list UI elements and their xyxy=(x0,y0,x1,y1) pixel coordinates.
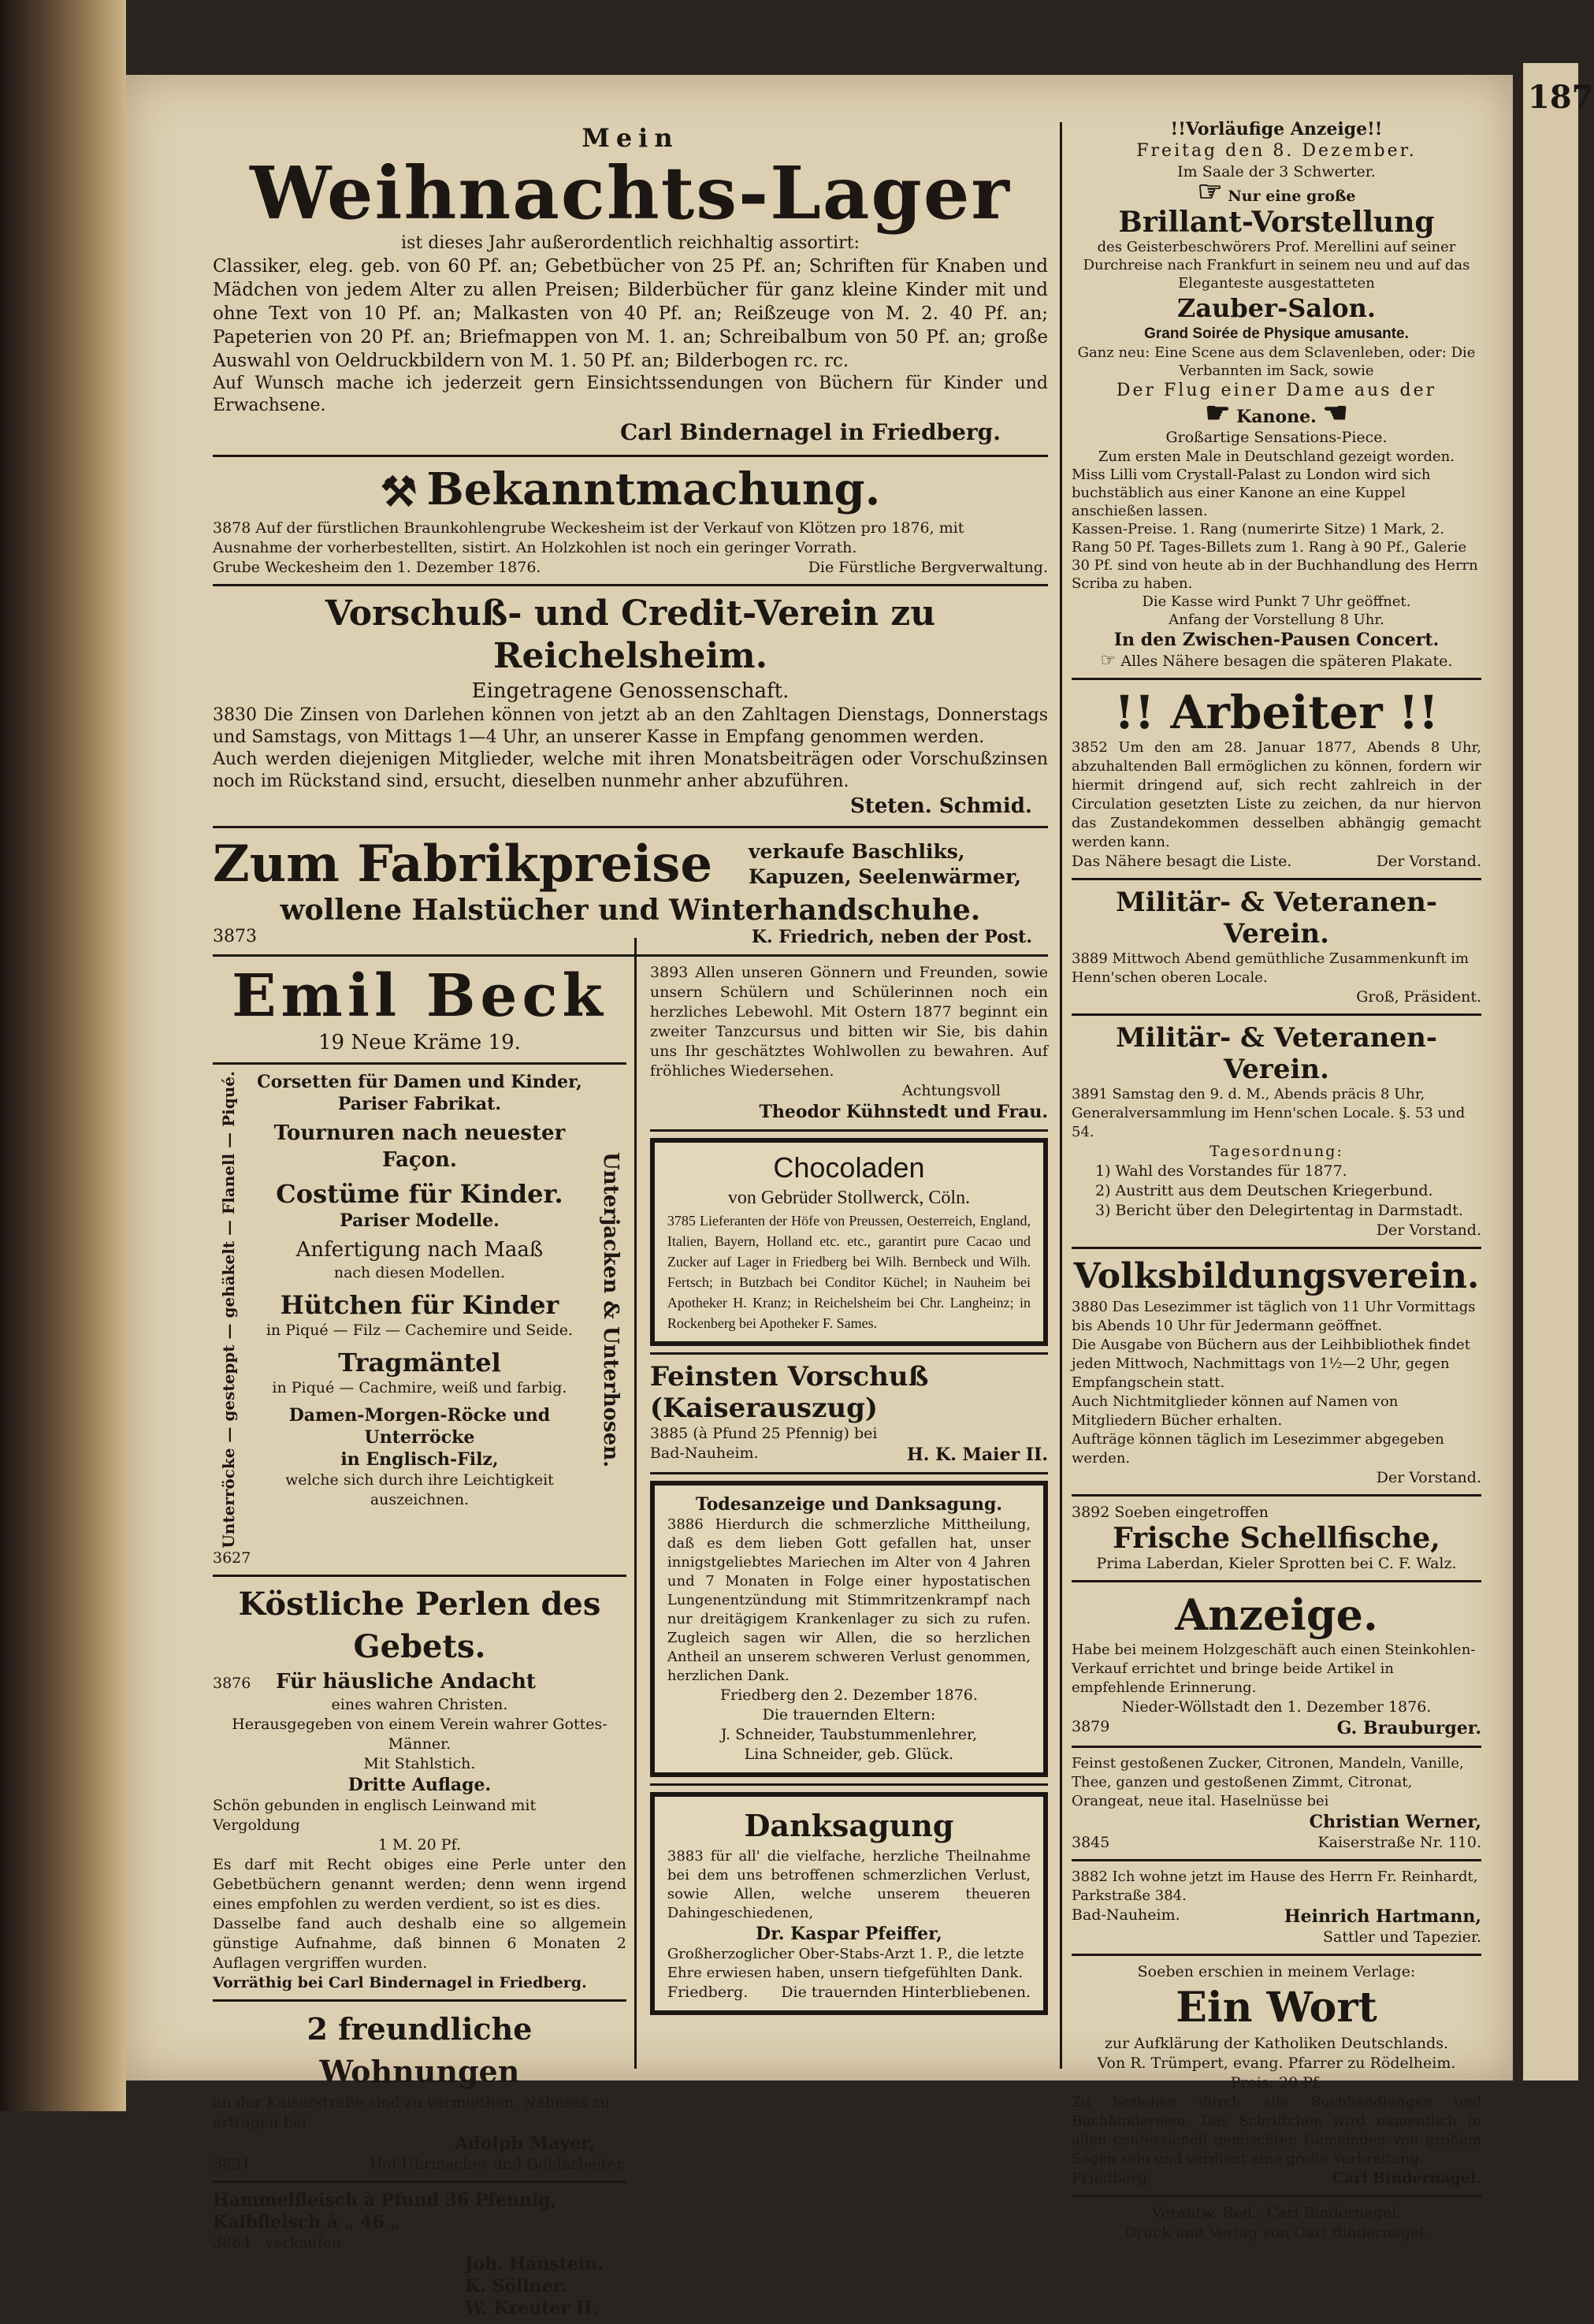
anzeige-place: Nieder-Wöllstadt den 1. Dezember 1876. xyxy=(1121,1698,1432,1716)
rule xyxy=(1072,1247,1481,1249)
hartmann-role: Sattler und Tapezier. xyxy=(1322,1928,1481,1946)
beck-l8: Hütchen für Kinder xyxy=(280,1290,559,1321)
vorl-text6: Die Kasse wird Punkt 7 Uhr geöffnet. xyxy=(1142,593,1411,610)
ad-danksagung xyxy=(650,1792,1048,2015)
ad-bekanntmachung xyxy=(213,463,1048,578)
einwort-text1: zur Aufklärung der Katholiken Deutschlands. xyxy=(1104,2035,1449,2052)
vorschuss-title: Vorschuß- und Credit-Verein zu Reichelsheim. xyxy=(325,593,936,677)
imprint xyxy=(1072,2203,1481,2243)
vorl-only: Nur eine große xyxy=(1228,188,1356,205)
anzeige-number: 3879 xyxy=(1072,1718,1110,1735)
imprint-l1: Verantw. Red.: Carl Bindernagel. xyxy=(1151,2204,1402,2222)
rule xyxy=(213,584,1048,586)
rule xyxy=(213,2181,626,2183)
beck-l4: Costüme für Kinder. xyxy=(276,1179,563,1210)
militaer2-signature: Der Vorstand. xyxy=(1376,1221,1481,1239)
bekanntmachung-signature: Die Fürstliche Bergverwaltung. xyxy=(808,559,1048,577)
fleisch-n3: W. Kreuter II. xyxy=(465,2297,598,2318)
vorl-date: Freitag den 8. Dezember. xyxy=(1136,141,1417,161)
fleisch-n1: Joh. Hanstein. xyxy=(465,2253,604,2274)
volksbildung-text3: Auch Nichtmitglieder können auf Namen von Mitgliedern Bücher erhalten. xyxy=(1072,1393,1399,1429)
volksbildung-text4: Aufträge können täglich im Lesezimmer abgegeben werden. xyxy=(1072,1431,1444,1467)
beck-l2: Pariser Fabrikat. xyxy=(337,1094,501,1115)
volksbildung-text2: Die Ausgabe von Büchern aus der Leihbibliothek findet jeden Mittwoch, Nachmittags von 1½—2 Uhr, gegen Empfangschein statt. xyxy=(1072,1337,1470,1391)
rule xyxy=(213,826,1048,828)
fleisch-n2: K. Söllner. xyxy=(465,2275,567,2296)
vorschuss2-signature: H. K. Maier II. xyxy=(907,1445,1048,1466)
hartmann-place: Bad-Nauheim. xyxy=(1072,1906,1180,1924)
danksagung-name: Dr. Kaspar Pfeiffer, xyxy=(756,1924,942,1945)
einwort-text3: Zu beziehen durch alle Buchhandlungen und Buchbindereien. Das Schriftchen wird namentlich in allen confessionell gemischten Gemeinden von großem Segen sein und verdient eine große Verbreitung. xyxy=(1072,2094,1481,2167)
beck-l3: Tournuren nach neuester Façon. xyxy=(273,1121,566,1173)
chocoladen-subtitle: von Gebrüder Stollwerck, Cöln. xyxy=(727,1188,971,1209)
beck-l13: in Englisch-Filz, xyxy=(340,1449,499,1471)
book-spine xyxy=(0,0,126,2111)
pointing-hand-icon: ☚ xyxy=(1322,396,1348,429)
chocoladen-text: 3785 Lieferanten der Höfe von Preussen, Oesterreich, England, Italien, Bayern, Holland etc. etc., garantirt pure Cacao und Zucker auf Lager in Friedberg bei Wilh. Bernbeck und Wilh. Fertsch; in Butzbach bei Conditor Küchel; in Nauheim bei Apotheker H. Kranz; in Reichelsheim bei Chr. Langheinz; in Rockenberg bei Apotheker F. Sames. xyxy=(667,1213,1031,1332)
todesanzeige-title: Todesanzeige und Danksagung. xyxy=(695,1494,1002,1515)
beck-address: 19 Neue Kräme 19. xyxy=(318,1031,521,1055)
vorl-place: Im Saale der 3 Schwerter. xyxy=(1177,163,1376,180)
wohnungen-role: Hof-Uhrmacher und Goldarbeiter. xyxy=(369,2155,626,2173)
militaer1-text: 3889 Mittwoch Abend gemüthliche Zusammenkunft im Henn'schen oberen Locale. xyxy=(1072,950,1470,986)
weihnachts-pre: Mein xyxy=(581,123,679,153)
danksagung-text: 3883 für all' die vielfache, herzliche Theilnahme bei dem uns betroffenen schmerzlichen Verlust, sowie Allen, welche unserem theueren Dahingeschiedenen, xyxy=(667,1848,1031,1922)
militaer2-agenda: Tagesordnung: xyxy=(1209,1143,1343,1160)
militaer1-signature: Groß, Präsident. xyxy=(1356,988,1481,1006)
schellfische-text: Prima Laberdan, Kieler Sprotten bei C. F. Walz. xyxy=(1096,1555,1457,1572)
einwort-signature: Carl Bindernagel. xyxy=(1332,2170,1481,2187)
rule xyxy=(213,1575,626,1577)
ad-perlen xyxy=(213,1583,626,1993)
fabrikpreise-line2: wollene Halstücher und Winterhandschuhe. xyxy=(280,894,981,928)
perlen-number: 3876 xyxy=(213,1674,251,1692)
ad-kaiserauszug xyxy=(650,1361,1048,1466)
beck-l7: nach diesen Modellen. xyxy=(333,1264,506,1282)
beck-l11: in Piqué — Cachmire, weiß und farbig. xyxy=(272,1379,567,1397)
vorl-header: !!Vorläufige Anzeige!! xyxy=(1170,119,1383,139)
rule xyxy=(650,1129,1048,1132)
perlen-l8: Dasselbe fand auch deshalb eine so allgemein günstige Aufnahme, daß binnen 6 Monaten 2 Auflagen vergriffen wurden. xyxy=(213,1914,626,1972)
militaer2-i3: 3) Bericht über den Delegirtentag in Darmstadt. xyxy=(1095,1202,1463,1219)
weihnachts-body: Classiker, eleg. geb. von 60 Pf. an; Gebetbücher von 25 Pf. an; Schriften für Knaben und Mädchen von jedem Alter zu allen Preisen; Bilderbücher für ganz kleine Kinder mit und ohne Text von 10 Pf. an; Malkasten von 40 Pf. an; Reißzeuge von M. 2. 40 Pf. an; Papeterien von 20 Pf. an; Briefmappen von M. 1. an; Schreibalbum von 50 Pf. an; große Auswahl von Oeldruckbildern von M. 1. 50 Pf. an; Bilderbogen rc. rc. xyxy=(213,256,1048,371)
ad-vorschuss-verein xyxy=(213,593,1048,820)
fabrikpreise-signature: K. Friedrich, neben der Post. xyxy=(751,927,1032,948)
beck-l6: Anfertigung nach Maaß xyxy=(295,1238,544,1262)
perlen-l6: 1 M. 20 Pf. xyxy=(377,1835,461,1854)
vorschuss-text1: 3830 Die Zinsen von Darlehen können von jetzt ab an den Zahltagen Dienstags, Donnerstags und Samstags, von Mittags 1—4 Uhr, an unserer Kasse in Empfang genommen werden. xyxy=(213,705,1048,748)
right-column xyxy=(1072,118,1481,2248)
volksbildung-text1: 3880 Das Lesezimmer ist täglich von 11 Uhr Vormittags bis Abends 10 Uhr für Jedermann geöffnet. xyxy=(1072,1299,1476,1334)
einwort-text2: Von R. Trümpert, evang. Pfarrer zu Rödelheim. xyxy=(1097,2054,1456,2072)
beck-l1: Corsetten für Damen und Kinder, xyxy=(257,1072,582,1093)
rule xyxy=(1072,678,1481,680)
arbeiter-title: !! Arbeiter !! xyxy=(1114,686,1439,739)
kuehnstedt-signature: Theodor Kühnstedt und Frau. xyxy=(759,1102,1048,1123)
danksagung-signature: Die trauernden Hinterbliebenen. xyxy=(781,1984,1031,2002)
vorl-soiree: Grand Soirée de Physique amusante. xyxy=(1144,325,1409,342)
rule xyxy=(1072,2195,1481,2197)
vorl-text2: Ganz neu: Eine Scene aus dem Sclavenleben, oder: Die Verbannten im Sack, sowie xyxy=(1077,344,1476,379)
wohnungen-number: 3831 xyxy=(213,2155,251,2173)
left-subcolumns xyxy=(213,963,1048,2324)
beck-side-right: Unterjacken & Unterhosen. xyxy=(598,1152,622,1468)
weihnachts-closing: Auf Wunsch mache ich jederzeit gern Einsichtssendungen von Büchern für Kinder und Erwachsene. xyxy=(213,374,1048,415)
beck-l9: in Piqué — Filz — Cachemire und Seide. xyxy=(266,1322,574,1340)
page-edge-number: 187 xyxy=(1528,79,1594,116)
perlen-l9: Vorräthig bei Carl Bindernagel in Friedberg. xyxy=(213,1973,587,1991)
rule xyxy=(213,954,1048,957)
militaer2-title: Militär- & Veteranen-Verein. xyxy=(1116,1022,1437,1085)
vorl-text1: des Geisterbeschwörers Prof. Merellini auf seiner Durchreise nach Frankfurt in seinem neu und auf das Eleganteste ausgestatteten xyxy=(1083,239,1470,292)
arbeiter-signature: Der Vorstand. xyxy=(1376,853,1481,870)
ad-arbeiter xyxy=(1072,686,1481,872)
rule xyxy=(213,1062,626,1065)
ad-chocoladen xyxy=(650,1138,1048,1346)
beck-side-left: Unterröcke — gesteppt — gehäkelt — Flanell — Piqué. xyxy=(219,1071,238,1549)
next-page-edge xyxy=(1521,63,1594,2080)
todesanzeige-place: Friedberg den 2. Dezember 1876. xyxy=(719,1686,978,1705)
beck-l12: Damen-Morgen-Röcke und Unterröcke xyxy=(288,1405,551,1448)
militaer2-text: 3891 Samstag den 9. d. M., Abends präcis 8 Uhr, Generalversammlung im Henn'schen Locale. §. 53 und 54. xyxy=(1072,1086,1466,1140)
volksbildung-signature: Der Vorstand. xyxy=(1376,1469,1481,1486)
weihnachts-title: Weihnachts-Lager xyxy=(250,151,1011,236)
fleisch-number: 3884 xyxy=(213,2233,251,2251)
rule xyxy=(1072,1013,1481,1016)
rule xyxy=(1072,1746,1481,1748)
militaer2-i1: 1) Wahl des Vorstandes für 1877. xyxy=(1095,1162,1347,1180)
ad-wohnungen xyxy=(213,2008,626,2174)
wohnungen-text: an der Kaiserstraße sind zu vermiethen. Näheres zu erfragen bei xyxy=(213,2093,610,2131)
rule xyxy=(1072,1954,1481,1956)
danksagung-title: Danksagung xyxy=(744,1808,954,1844)
ad-fleisch xyxy=(213,2189,626,2319)
ad-werner xyxy=(1072,1754,1481,1853)
vorl-title: Brillant-Vorstellung xyxy=(1118,206,1435,239)
bekanntmachung-place: Grube Weckesheim den 1. Dezember 1876. xyxy=(213,559,541,577)
rule xyxy=(1072,1494,1481,1497)
ad-anzeige xyxy=(1072,1589,1481,1739)
rule xyxy=(1072,878,1481,880)
werner-name: Christian Werner, xyxy=(1309,1812,1481,1832)
wohnungen-name: Adolph Mayer, xyxy=(455,2133,595,2154)
werner-text: Feinst gestoßenen Zucker, Citronen, Mandeln, Vanille, Thee, ganzen und gestoßenen Zimmt, Citronat, Orangeat, neue ital. Haselnüsse bei xyxy=(1072,1755,1464,1809)
beck-l10: Tragmäntel xyxy=(338,1348,501,1378)
kuehnstedt-greet: Achtungsvoll xyxy=(902,1082,1001,1100)
beck-l5: Pariser Modelle. xyxy=(340,1210,500,1232)
vorl-flug: Der Flug einer Dame aus der xyxy=(1116,381,1437,400)
bekanntmachung-text: 3878 Auf der fürstlichen Braunkohlengrube Weckesheim ist der Verkauf von Klötzen pro 1876, mit Ausnahme der vorherbestellten, sistirt. An Holzkohlen ist noch ein geringer Vorrath. xyxy=(213,519,964,557)
kuehnstedt-text: 3893 Allen unseren Gönnern und Freunden, sowie unsern Schülern und Schülerinnen noch ein herzliches Lebewohl. Mit Ostern 1877 beginnt ein zweiter Tanzcursus und bitten wir Sie, bis dahin uns Ihr geschätztes Wohlwollen zu bewahren. Auf fröhliches Wiedersehen. xyxy=(649,964,1048,1080)
beck-number: 3627 xyxy=(213,1549,251,1567)
schellfische-title: Frische Schellfische, xyxy=(1113,1522,1440,1555)
perlen-l5: Schön gebunden in englisch Leinwand mit Vergoldung xyxy=(213,1796,537,1834)
fleisch-l1: Hammelfleisch à Pfund 36 Pfennig, xyxy=(213,2189,557,2211)
ad-vorstellung xyxy=(1072,118,1481,671)
rule xyxy=(650,1352,1048,1355)
beck-l14: welche sich durch ihre Leichtigkeit auszeichnen. xyxy=(285,1471,554,1509)
rule xyxy=(650,1472,1048,1474)
vorschuss2-title: Feinsten Vorschuß (Kaiserauszug) xyxy=(649,1361,929,1425)
pointing-hand-icon: ☛ xyxy=(1205,396,1231,429)
rule xyxy=(650,1783,1048,1786)
einwort-title: Ein Wort xyxy=(1176,1984,1377,2032)
todesanzeige-name2: Lina Schneider, geb. Glück. xyxy=(744,1746,954,1764)
hartmann-text: 3882 Ich wohne jetzt im Hause des Herrn Fr. Reinhardt, Parkstraße 384. xyxy=(1072,1868,1478,1904)
vorl-salon: Zauber-Salon. xyxy=(1177,293,1376,323)
vorl-text4: Miss Lilli vom Crystall-Palast zu London wird sich buchstäblich aus einer Kanone an eine Kuppel anschießen lassen. xyxy=(1072,467,1431,519)
hammer-and-pick-icon: ⚒ xyxy=(380,468,418,517)
wohnungen-title: 2 freundliche Wohnungen xyxy=(307,2010,533,2089)
todesanzeige-mourners: Die trauernden Eltern: xyxy=(762,1706,936,1724)
todesanzeige-name1: J. Schneider, Taubstummenlehrer, xyxy=(720,1726,978,1744)
vorschuss2-place: Bad-Nauheim. xyxy=(649,1445,759,1463)
rule xyxy=(213,455,1048,457)
arbeiter-more: Das Nähere besagt die Liste. xyxy=(1072,853,1292,870)
ad-schellfische xyxy=(1072,1503,1481,1574)
fleisch-verb: verkaufen xyxy=(265,2233,342,2251)
ad-kuehnstedt xyxy=(650,963,1048,1123)
perlen-l7: Es darf mit Recht obiges eine Perle unter den Gebetbüchern genannt werden; denn wenn irgend eines empfohlen zu werden verdient, so ist es dies. xyxy=(213,1855,626,1913)
ad-emil-beck xyxy=(213,963,626,1568)
perlen-title: Köstliche Perlen des Gebets. xyxy=(238,1585,601,1665)
volksbildung-title: Volksbildungsverein. xyxy=(1073,1256,1480,1296)
schellfische-pre: 3892 Soeben eingetroffen xyxy=(1072,1504,1269,1521)
ad-militaer-1 xyxy=(1072,887,1481,1007)
werner-number: 3845 xyxy=(1072,1834,1110,1851)
ad-fabrikpreise xyxy=(213,835,1048,948)
chocoladen-title: Chocoladen xyxy=(773,1151,925,1184)
vorl-concert: In den Zwischen-Pausen Concert. xyxy=(1113,630,1440,650)
fabrikpreise-number: 3873 xyxy=(213,927,257,947)
perlen-l2: Herausgegeben von einem Verein wahrer Gottes-Männer. xyxy=(232,1715,608,1753)
rule xyxy=(213,1999,626,2002)
einwort-price: Preis: 20 Pf. xyxy=(1230,2074,1323,2092)
perlen-subtitle: Für häusliche Andacht xyxy=(276,1669,536,1694)
vorl-text7: Anfang der Vorstellung 8 Uhr. xyxy=(1169,612,1384,628)
einwort-place: Friedberg. xyxy=(1072,2170,1153,2187)
fabrikpreise-title: Zum Fabrikpreise xyxy=(213,835,713,894)
imprint-l2: Druck und Verlag von Carl Bindernagel. xyxy=(1124,2224,1429,2241)
left-subcolumn-b xyxy=(637,963,1048,2324)
beck-title: Emil Beck xyxy=(232,962,608,1031)
vorl-kanone: Kanone. xyxy=(1236,407,1317,427)
todesanzeige-text: 3886 Hierdurch die schmerzliche Mittheilung, daß es dem lieben Gott gefallen hat, unser innigstgeliebtes Mariechen im Alter von 4 Jahren und 7 Monaten in Folge einer hypostatischen Lungenentzündung mit Stimmritzenkrampf nach nur dreitägigem Krankenlager zu sich zu rufen. Zugleich sagen wir Allen, die so herzlichen Antheil an unserem schweren Verlust genommen, herzlichen Dank. xyxy=(667,1516,1031,1685)
vorl-sens: Großartige Sensations-Piece. xyxy=(1165,429,1388,446)
danksagung-place: Friedberg. xyxy=(667,1984,749,2002)
fleisch-l2: Kalbfleisch à „ 46 „ xyxy=(213,2211,401,2233)
ad-weihnachts xyxy=(213,122,1048,448)
fabrikpreise-side: verkaufe Baschliks, Kapuzen, Seelenwärmer, xyxy=(749,840,1022,889)
bekanntmachung-title: Bekanntmachung. xyxy=(426,463,881,515)
vorl-text8: Alles Nähere besagen die späteren Plakate. xyxy=(1120,653,1453,670)
ad-todesanzeige xyxy=(650,1481,1048,1777)
left-column xyxy=(213,122,1048,2324)
werner-addr: Kaiserstraße Nr. 110. xyxy=(1317,1834,1481,1851)
ad-hartmann xyxy=(1072,1868,1481,1947)
perlen-l3: Mit Stahlstich. xyxy=(363,1754,476,1772)
pointing-hand-icon: ☞ xyxy=(1197,175,1223,208)
vorschuss2-text: 3885 (à Pfund 25 Pfennig) bei xyxy=(649,1425,878,1443)
main-column-divider xyxy=(1060,122,1062,2069)
anzeige-text: Habe bei meinem Holzgeschäft auch einen Steinkohlen-Verkauf errichtet und bringe beide Artikel in empfehlende Erinnerung. xyxy=(1072,1642,1476,1696)
vorl-text3: Zum ersten Male in Deutschland gezeigt worden. xyxy=(1098,448,1455,465)
vorschuss-signature: Steten. Schmid. xyxy=(849,794,1032,819)
perlen-l4: Dritte Auflage. xyxy=(347,1774,492,1795)
hartmann-name: Heinrich Hartmann, xyxy=(1284,1906,1481,1927)
vorl-text5: Kassen-Preise. 1. Rang (numerirte Sitze) 1 Mark, 2. Rang 50 Pf. Tages-Billets zum 1. Rang à 90 Pf., Galerie 30 Pf. sind von heute ab in der Buchhandlung des Herrn Scriba zu haben. xyxy=(1072,521,1478,592)
newspaper-page xyxy=(126,75,1513,2318)
pointing-hand-icon: ☞ xyxy=(1100,651,1117,671)
ad-volksbildung xyxy=(1072,1255,1481,1488)
weihnachts-signature: Carl Bindernagel in Friedberg. xyxy=(619,419,1001,445)
ad-militaer-2 xyxy=(1072,1022,1481,1240)
arbeiter-text: 3852 Um den am 28. Januar 1877, Abends 8 Uhr, abzuhaltenden Ball ermöglichen zu können, fordern wir hiermit dringend auf, sich recht zahlreich in der Circulation gesetzten Liste zu zeichen, da nur hiervon das Zustandekommen desselben abhängig gemacht werden kann. xyxy=(1072,739,1481,850)
einwort-pre: Soeben erschien in meinem Verlage: xyxy=(1137,1963,1416,1980)
ad-ein-wort xyxy=(1072,1962,1481,2188)
rule xyxy=(1072,1859,1481,1861)
danksagung-text2: Großherzoglicher Ober-Stabs-Arzt 1. P., die letzte Ehre erwiesen haben, unsern tiefgefühlten Dank. xyxy=(667,1946,1024,1982)
anzeige-signature: G. Brauburger. xyxy=(1336,1718,1481,1738)
vorschuss-text2: Auch werden diejenigen Mitglieder, welche mit ihren Monatsbeiträgen oder Vorschußzinsen noch im Rückstand sind, ersucht, dieselben nunmehr anher abzuführen. xyxy=(213,749,1048,792)
anzeige-title: Anzeige. xyxy=(1175,1590,1378,1640)
perlen-l1: eines wahren Christen. xyxy=(331,1695,508,1713)
vorschuss-subtitle: Eingetragene Genossenschaft. xyxy=(471,679,790,704)
militaer2-i2: 2) Austritt aus dem Deutschen Kriegerbund. xyxy=(1095,1182,1433,1199)
left-subcolumn-a xyxy=(213,963,637,2324)
weihnachts-intro: ist dieses Jahr außerordentlich reichhaltig assortirt: xyxy=(401,233,860,253)
rule xyxy=(1072,1580,1481,1582)
militaer1-title: Militär- & Veteranen-Verein. xyxy=(1116,887,1437,950)
